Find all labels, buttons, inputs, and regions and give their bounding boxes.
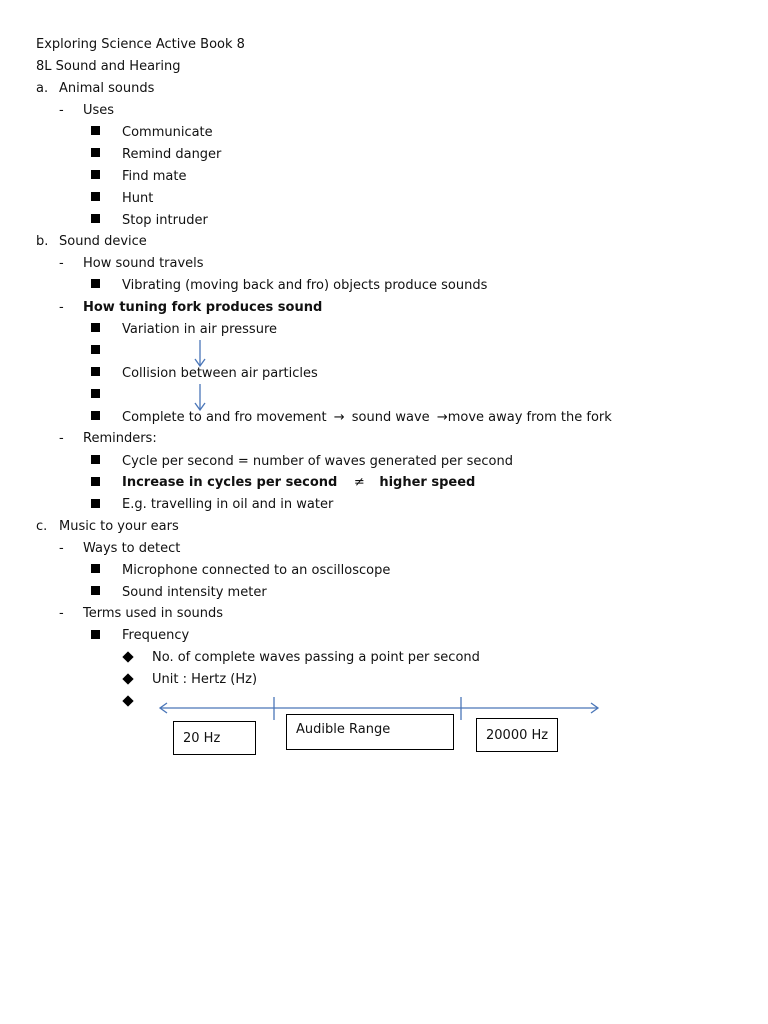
right-arrow-icon: → bbox=[436, 410, 448, 425]
right-arrow-icon: → bbox=[333, 410, 345, 425]
down-arrow-icon bbox=[195, 340, 205, 366]
tuning-step-2: Collision between air particles bbox=[122, 366, 318, 381]
reminder-3: E.g. travelling in oil and in water bbox=[122, 497, 334, 512]
frequency-heading: Frequency bbox=[122, 628, 190, 643]
tuning-fork-heading: How tuning fork produces sound bbox=[83, 300, 323, 315]
document-title: Exploring Science Active Book 8 bbox=[36, 37, 245, 52]
dash-marker: - bbox=[59, 256, 64, 271]
high-frequency-label: 20000 Hz bbox=[486, 728, 549, 743]
low-frequency-label: 20 Hz bbox=[183, 731, 221, 746]
list-item: Communicate bbox=[122, 125, 213, 140]
list-item: Vibrating (moving back and fro) objects produce sounds bbox=[122, 278, 488, 293]
list-item: Stop intruder bbox=[122, 213, 208, 228]
down-arrow-icon bbox=[195, 384, 205, 410]
unit-title: 8L Sound and Hearing bbox=[36, 59, 181, 74]
not-equal-icon: ≠ bbox=[353, 475, 365, 490]
audible-range-label: Audible Range bbox=[296, 722, 391, 737]
dash-marker: - bbox=[59, 541, 64, 556]
list-item: No. of complete waves passing a point per second bbox=[152, 650, 480, 665]
section-a-label: a. bbox=[36, 81, 49, 96]
step3-text-2: sound wave bbox=[351, 410, 430, 425]
terms-heading: Terms used in sounds bbox=[83, 606, 224, 621]
list-item: Find mate bbox=[122, 169, 187, 184]
reminder-2-text-1: Increase in cycles per second bbox=[122, 475, 338, 490]
reminder-2-text-2: higher speed bbox=[379, 475, 476, 490]
section-c-heading: Music to your ears bbox=[59, 519, 179, 534]
section-c-label: c. bbox=[36, 519, 48, 534]
uses-heading: Uses bbox=[83, 103, 115, 118]
list-item: Sound intensity meter bbox=[122, 585, 267, 600]
section-a-heading: Animal sounds bbox=[59, 81, 155, 96]
high-frequency-box bbox=[476, 718, 558, 752]
section-b-label: b. bbox=[36, 234, 49, 249]
dash-marker: - bbox=[59, 300, 64, 315]
list-item: Remind danger bbox=[122, 147, 222, 162]
reminder-1: Cycle per second = number of waves generated per second bbox=[122, 454, 514, 469]
reminders-heading: Reminders: bbox=[83, 431, 157, 446]
low-frequency-box bbox=[173, 721, 256, 755]
audible-range-box bbox=[286, 714, 454, 750]
dash-marker: - bbox=[59, 103, 64, 118]
step3-text-1: Complete to and fro movement bbox=[122, 410, 327, 425]
list-item: Hunt bbox=[122, 191, 154, 206]
tuning-step-1: Variation in air pressure bbox=[122, 322, 277, 337]
dash-marker: - bbox=[59, 431, 64, 446]
list-item: Microphone connected to an oscilloscope bbox=[122, 563, 391, 578]
how-sound-travels-heading: How sound travels bbox=[83, 256, 204, 271]
ways-detect-heading: Ways to detect bbox=[83, 541, 181, 556]
list-item: Unit : Hertz (Hz) bbox=[152, 672, 258, 687]
step3-text-3: move away from the fork bbox=[447, 410, 612, 425]
dash-marker: - bbox=[59, 606, 64, 621]
section-b-heading: Sound device bbox=[59, 234, 147, 249]
